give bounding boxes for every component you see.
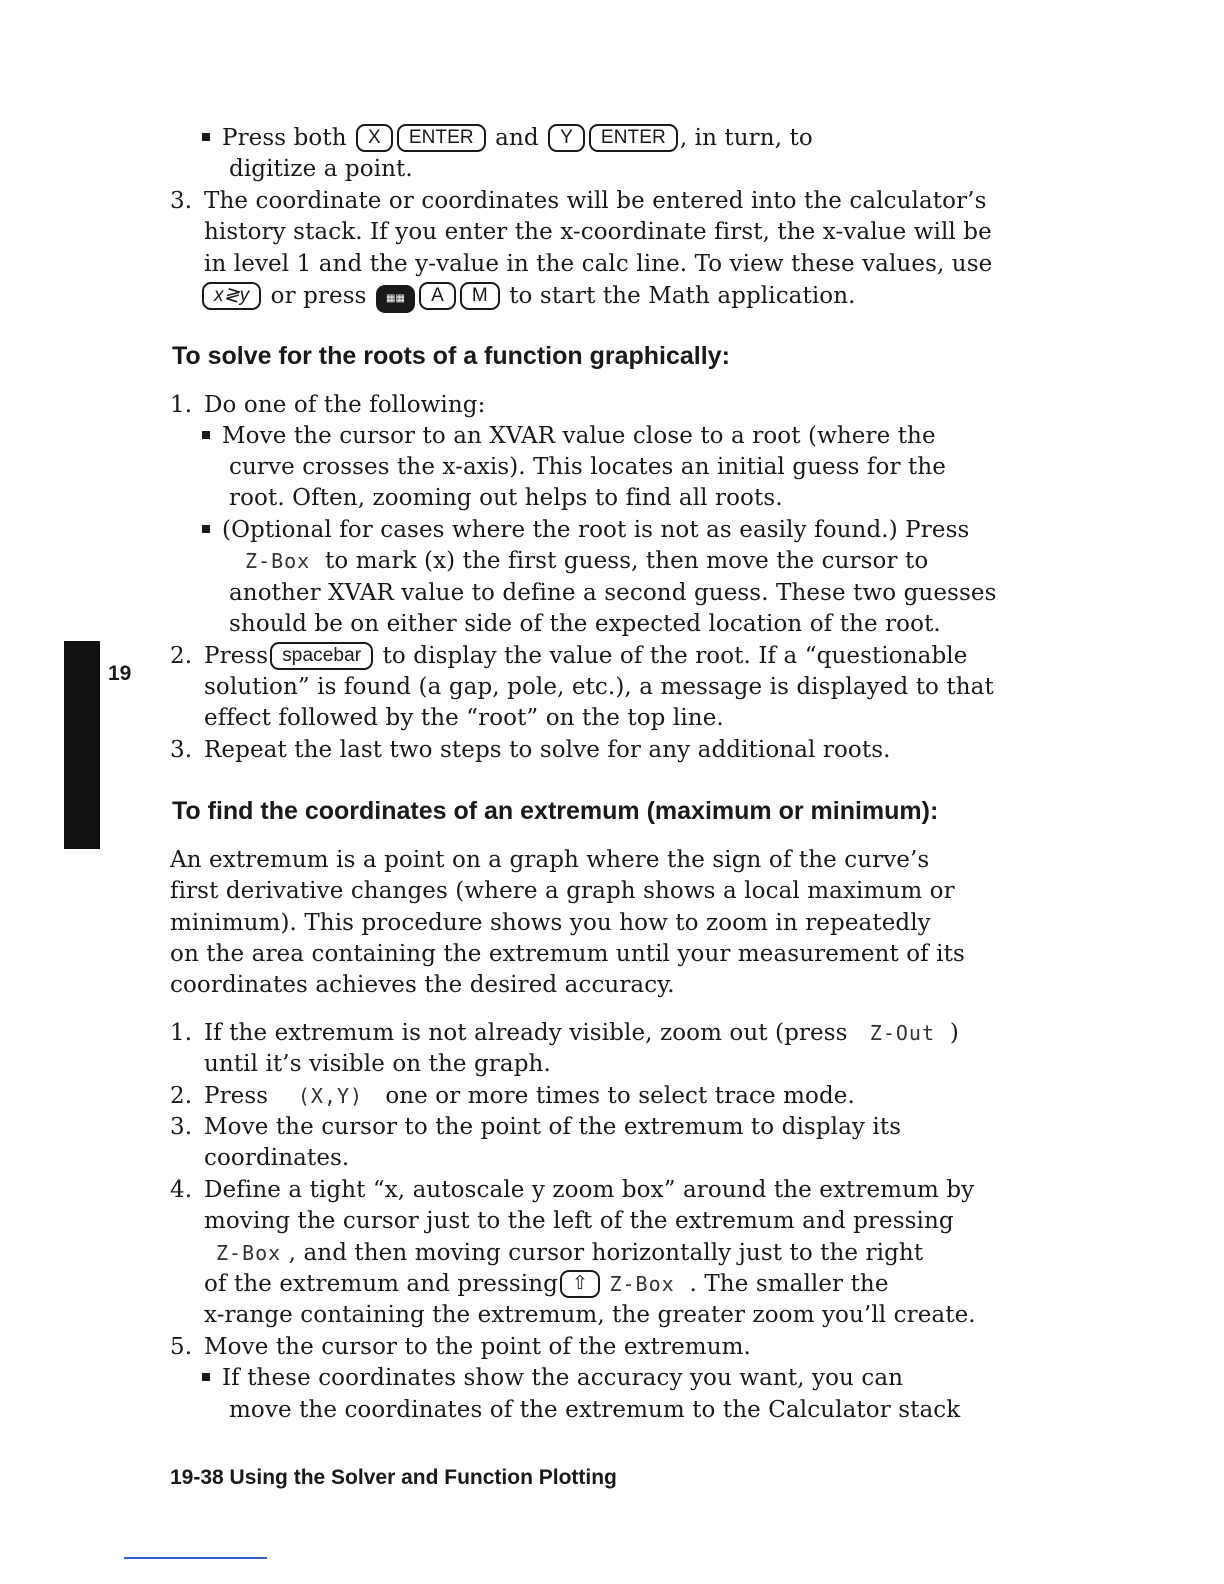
- zbox-softkey: Z-Box: [216, 1241, 282, 1265]
- extremum-bullet-line2: move the coordinates of the extremum to the Calculator stack: [229, 1397, 961, 1423]
- extremum-step4-line1: Define a tight “x, autoscale y zoom box” around the extremum by: [204, 1177, 975, 1203]
- enter-key: ENTER: [589, 124, 678, 152]
- extremum-heading: To find the coordinates of an extremum (maximum or minimum):: [172, 797, 939, 825]
- bullet-icon: [202, 1373, 210, 1381]
- intro-bullet: Press both X ENTER and Y ENTER , in turn, to: [202, 123, 813, 153]
- menu-key: ▦▦: [376, 285, 415, 313]
- extremum-para-line2: first derivative changes (where a graph shows a local maximum or: [170, 878, 955, 904]
- roots-bullet1-line1: Move the cursor to an XVAR value close to a root (where the: [202, 421, 936, 451]
- extremum-bullet-line1: If these coordinates show the accuracy you want, you can: [202, 1363, 903, 1393]
- intro-bullet-line2: digitize a point.: [229, 156, 413, 182]
- extremum-para-line5: coordinates achieves the desired accuracy.: [170, 972, 675, 998]
- step-number: 3.: [170, 737, 193, 763]
- page-footer: 19-38 Using the Solver and Function Plotting: [170, 1466, 617, 1489]
- roots-step2-line1: Press spacebar to display the value of the root. If a “questionable: [204, 643, 968, 669]
- extremum-step1-line2: until it’s visible on the graph.: [204, 1051, 551, 1077]
- chapter-tab-marker: [64, 641, 100, 849]
- roots-step1: Do one of the following:: [204, 392, 486, 418]
- roots-heading: To solve for the roots of a function graphically:: [172, 342, 730, 370]
- bullet-icon: [202, 133, 210, 141]
- zbox-softkey: Z-Box: [609, 1272, 675, 1296]
- intro-step3-line2: history stack. If you enter the x-coordinate first, the x-value will be: [204, 219, 992, 245]
- step-number: 1.: [170, 392, 193, 418]
- shift-key: ⇧: [560, 1270, 600, 1298]
- roots-bullet1-line2: curve crosses the x-axis). This locates an initial guess for the: [229, 454, 946, 480]
- roots-bullet1-line3: root. Often, zooming out helps to find all roots.: [229, 485, 783, 511]
- extremum-step4-line2: moving the cursor just to the left of the extremum and pressing: [204, 1208, 954, 1234]
- step-number: 1.: [170, 1020, 193, 1046]
- extremum-para-line4: on the area containing the extremum until your measurement of its: [170, 941, 965, 967]
- roots-step2-line3: effect followed by the “root” on the top line.: [204, 705, 724, 731]
- bullet-icon: [202, 431, 210, 439]
- zbox-softkey: Z-Box: [245, 549, 311, 573]
- extremum-para-line1: An extremum is a point on a graph where the sign of the curve’s: [170, 847, 930, 873]
- step-number: 3.: [170, 1114, 193, 1140]
- step-number: 2.: [170, 643, 193, 669]
- step-number: 3.: [170, 188, 193, 214]
- intro-step3-line3: in level 1 and the y-value in the calc line. To view these values, use: [204, 251, 993, 277]
- roots-step3: Repeat the last two steps to solve for any additional roots.: [204, 737, 891, 763]
- m-key: M: [460, 282, 500, 310]
- enter-key: ENTER: [397, 124, 486, 152]
- extremum-step5: Move the cursor to the point of the extremum.: [204, 1334, 751, 1360]
- step-number: 2.: [170, 1083, 193, 1109]
- roots-bullet2-line3: another XVAR value to define a second guess. These two guesses: [229, 580, 997, 606]
- swap-key: x≷y: [202, 282, 261, 310]
- x-key: X: [356, 124, 393, 152]
- roots-bullet2-line4: should be on either side of the expected location of the root.: [229, 611, 941, 637]
- intro-step3-line4: x≷y or press ▦▦ A M to start the Math application.: [200, 281, 856, 313]
- footer-rule: [124, 1557, 267, 1559]
- extremum-step4-line5: x-range containing the extremum, the greater zoom you’ll create.: [204, 1302, 976, 1328]
- roots-bullet2-line1: (Optional for cases where the root is not as easily found.) Press: [202, 515, 969, 545]
- roots-step2-line2: solution” is found (a gap, pole, etc.), a message is displayed to that: [204, 674, 994, 700]
- y-key: Y: [548, 124, 585, 152]
- step-number: 5.: [170, 1334, 193, 1360]
- extremum-step3-line1: Move the cursor to the point of the extremum to display its: [204, 1114, 902, 1140]
- chapter-tab-number: 19: [108, 662, 132, 685]
- spacebar-key: spacebar: [270, 642, 373, 670]
- extremum-step4-line4: of the extremum and pressing ⇧ Z-Box . The smaller the: [204, 1271, 889, 1297]
- intro-step3-line1: The coordinate or coordinates will be entered into the calculator’s: [204, 188, 987, 214]
- extremum-step1-line1: If the extremum is not already visible, zoom out (press Z-Out ): [204, 1020, 959, 1046]
- a-key: A: [419, 282, 456, 310]
- extremum-step2: Press (X,Y) one or more times to select trace mode.: [204, 1083, 855, 1109]
- extremum-step4-line3: Z-Box , and then moving cursor horizontally just to the right: [216, 1240, 924, 1266]
- zout-softkey: Z-Out: [869, 1021, 935, 1045]
- extremum-para-line3: minimum). This procedure shows you how to zoom in repeatedly: [170, 910, 931, 936]
- step-number: 4.: [170, 1177, 193, 1203]
- xy-softkey: (X,Y): [297, 1084, 364, 1108]
- roots-bullet2-line2: Z-Box to mark (x) the first guess, then move the cursor to: [245, 548, 929, 574]
- extremum-step3-line2: coordinates.: [204, 1145, 350, 1171]
- bullet-icon: [202, 525, 210, 533]
